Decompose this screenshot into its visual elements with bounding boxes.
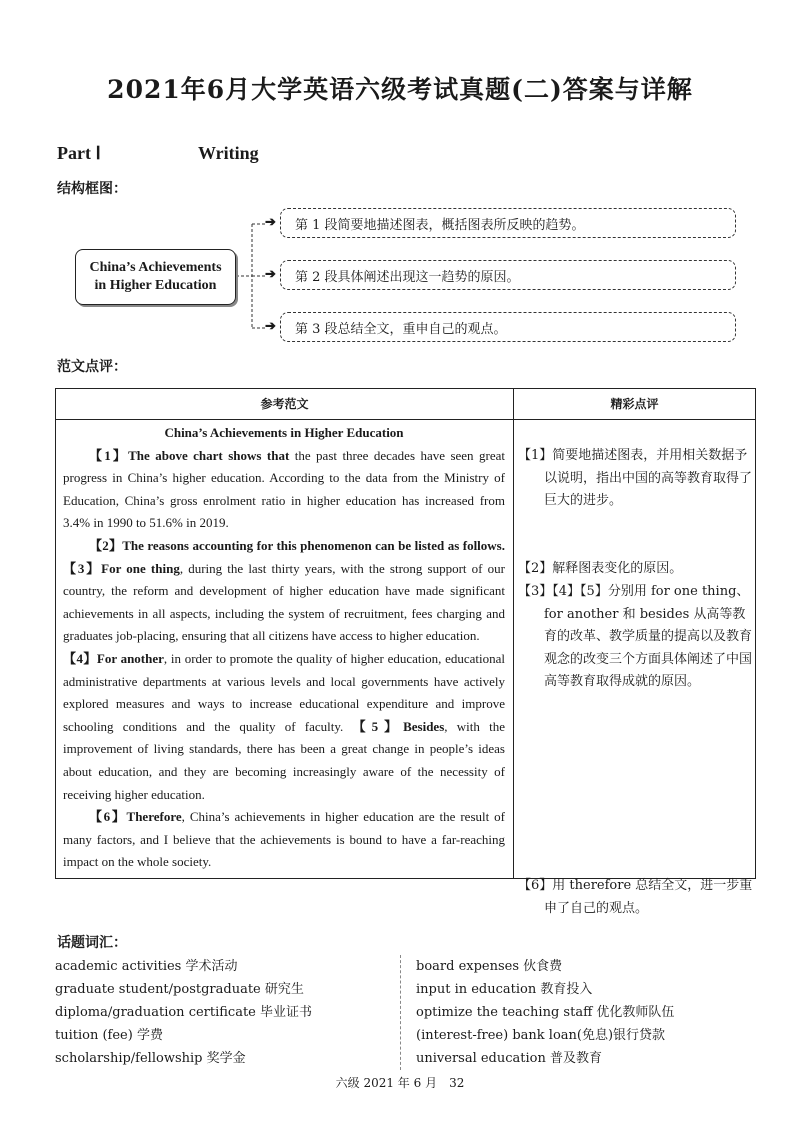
essay-col-header: 参考范文 [56,389,514,420]
arrow-icon: ➔ [265,267,276,282]
essay-paragraph-1: 【1】The above chart shows that the past three decades have seen great progress in China’s higher education. According to the data from the Ministry of Education, China’s gross enrolment ratio in higher education has increased from 3.4% in 1990 to 51.6% in 2019. [63,447,505,531]
branch-3: 第 3 段总结全文，重申自己的观点。 [280,312,736,342]
part-title: Writing [198,143,259,163]
page-footer: 六级 2021 年 6 月 32 [335,1076,465,1090]
vocab-item: input in education 教育投入 [416,982,593,997]
page-title: 2021年6月大学英语六级考试真题(二)答案与详解 [107,75,693,104]
vocab-item: universal education 普及教育 [416,1051,602,1066]
vocab-item: scholarship/fellowship 奖学金 [55,1051,246,1066]
comment-1: 【1】简要地描述图表，并用相关数据予以说明，指出中国的高等教育取得了巨大的进步。 [518,448,753,509]
branch-2: 第 2 段具体阐述出现这一趋势的原因。 [280,260,736,290]
model-essay-table [55,388,756,916]
vocab-item: tuition (fee) 学费 [55,1028,163,1043]
essay-paragraph-2b: 【4】For another, in order to promote the quality of higher education, educational administrative departments at various levels and local governments have actively explored measures and ways to increase educational expenditure and improve schooling conditions and the quality of faculty. 【5】Besides, with the improvement of living standards, there has been a great change in people’s ideas about education, and they are becoming increasingly aware of the necessity of receiving higher education. [63,650,505,802]
part-label: Part Ⅰ [57,143,101,163]
vocab-item: academic activities 学术活动 [55,959,238,974]
vocab-right-list [416,955,674,1070]
essay-title: China’s Achievements in Higher Education [164,425,404,440]
vocab-item: board expenses 伙食费 [416,959,563,974]
essay-cell [56,420,514,879]
comment-3: 【3】【4】【5】分别用 for one thing、for another 和 besides 从高等教育的改革、教学质量的提高以及教育观念的改变三个方面具体阐述了中国高等教育取得成就的原因。 [518,584,753,690]
vocab-item: optimize the teaching staff 优化教师队伍 [416,1005,675,1020]
essay-paragraph-2: 【2】The reasons accounting for this phenomenon can be listed as follows.【3】For one thing, during the last thirty years, with the strong support of our country, the reform and development of higher education have made significant achievements in all aspects, including the system of recruitment, fees charging and graduates job-placing, ensuring that all citizens have access to higher education. [63,537,505,644]
framework-connectors [0,0,800,360]
topic-box [75,249,236,305]
topic-line: China’s Achievements [89,260,222,275]
framework-label: 结构框图： [57,181,127,197]
essay-section-label: 范文点评： [57,359,127,375]
vocab-left-list [55,955,312,1070]
vocab-label: 话题词汇： [57,935,127,951]
branch-1: 第 1 段简要地描述图表，概括图表所反映的趋势。 [280,208,736,238]
vocab-item: (interest-free) bank loan(免息)银行贷款 [416,1028,666,1043]
comment-cell [514,420,756,916]
vocab-item: graduate student/postgraduate 研究生 [55,982,304,997]
comment-col-header: 精彩点评 [514,389,756,420]
topic-line: in Higher Education [94,278,217,293]
comment-2: 【2】解释图表变化的原因。 [518,561,683,576]
comment-4: 【6】用 therefore 总结全文，进一步重申了自己的观点。 [518,878,753,916]
vocab-item: diploma/graduation certificate 毕业证书 [55,1005,313,1020]
vocab-divider [400,955,401,1070]
essay-paragraph-3: 【6】Therefore, China’s achievements in higher education are the result of many factors, and I believe that the achievements is bound to have a far-reaching impact on the whole society. [63,809,505,870]
arrow-icon: ➔ [265,319,276,334]
arrow-icon: ➔ [265,215,276,230]
